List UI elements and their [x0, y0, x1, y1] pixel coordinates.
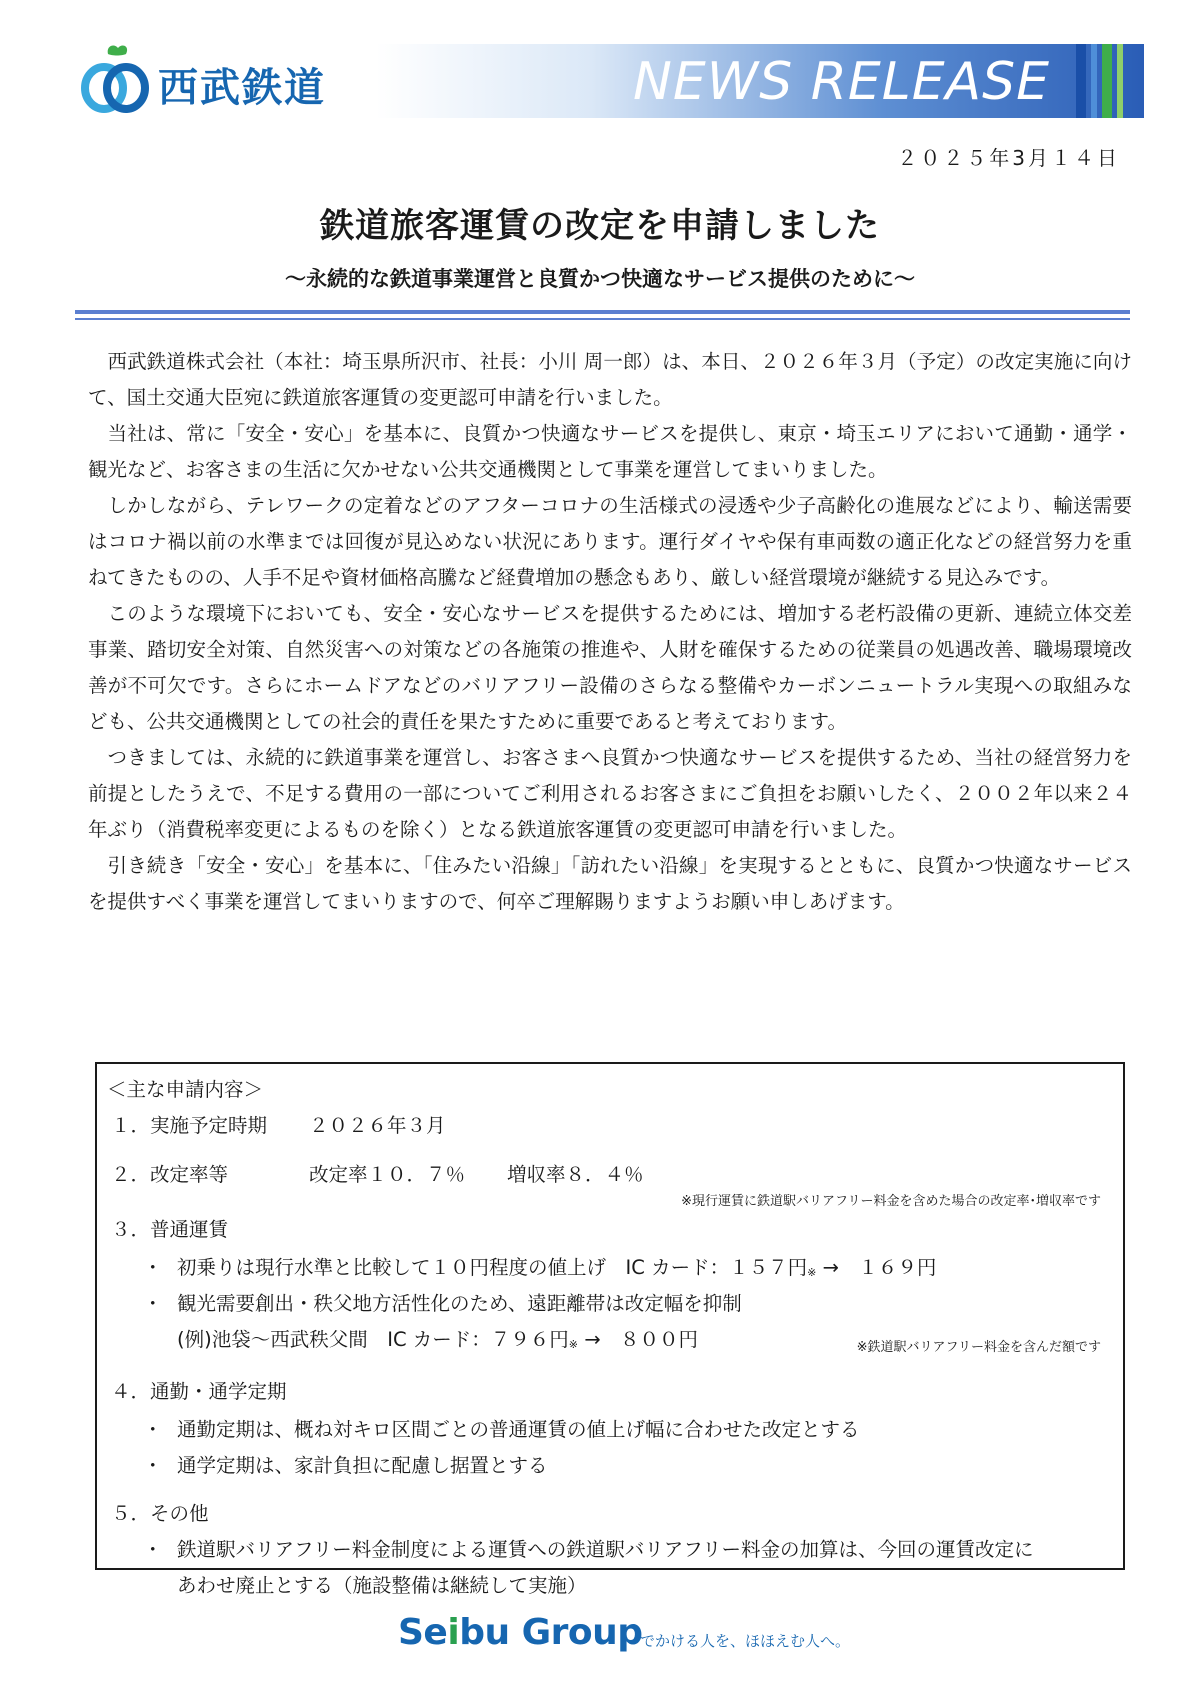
- item3-bullet1-text: 初乗りは現行水準と比較して１０円程度の値上げ IC カード：１５７円: [177, 1256, 808, 1279]
- banner-stripe-blue-2: [1091, 44, 1097, 118]
- bullet-mark: ・: [143, 1292, 163, 1315]
- item3-note: ※鉄道駅バリアフリー料金を含んだ額です: [856, 1340, 1101, 1355]
- body-paragraph: つきましては、永続的に鉄道事業を運営し、お客さまへ良質かつ快適なサービスを提供するため、当社の経営努力を前提としたうえで、不足する費用の一部についてご利用されるお客さまにご負担をお願いしたく、２００２年以来２４年ぶり（消費税率変更によるものを除く）となる鉄道旅客運賃の変更認可申請を行いました。: [88, 746, 1132, 841]
- summary-box: [95, 1062, 1125, 1597]
- bullet-mark: ・: [143, 1418, 163, 1441]
- group-tagline: でかける人を、ほほえむ人へ。: [640, 1632, 851, 1650]
- item2-rate: 改定率１０．７％: [309, 1163, 466, 1186]
- banner-stripe-green-2: [1117, 44, 1123, 118]
- seibu-railway-logo: [78, 44, 358, 116]
- bullet-mark: ・: [143, 1538, 163, 1561]
- item4-label: ４．通勤・通学定期: [111, 1380, 287, 1403]
- item4-bullet1: 通勤定期は、概ね対キロ区間ごとの普通運賃の値上げ幅に合わせた改定とする: [177, 1418, 860, 1441]
- body-paragraph: 引き続き「安全・安心」を基本に、「住みたい沿線」「訪れたい沿線」を実現するとともに、良質かつ快適なサービスを提供すべく事業を運営してまいりますので、何卒ご理解賜りますようお願い申しあげます。: [88, 854, 1132, 913]
- header: [78, 42, 1130, 120]
- item3-example-after: → ８００円: [584, 1328, 699, 1351]
- item3-bullet2: 観光需要創出・秩父地方活性化のため、遠距離帯は改定幅を抑制: [177, 1292, 742, 1315]
- page-title: 鉄道旅客運賃の改定を申請しました: [320, 206, 880, 246]
- body-paragraph: しかしながら、テレワークの定着などのアフターコロナの生活様式の浸透や少子高齢化の進展などにより、輸送需要はコロナ禍以前の水準までは回復が見込めない状況にあります。運行ダイヤや保有車両数の適正化などの経営努力を重ねてきたものの、人手不足や資材価格高騰など経費増加の懸念もあり、厳しい経営環境が継続する見込みです。: [88, 494, 1132, 589]
- body-paragraph: 当社は、常に「安全・安心」を基本に、良質かつ快適なサービスを提供し、東京・埼玉エリアにおいて通勤・通学・観光など、お客さまの生活に欠かせない公共交通機関として事業を運営してまいりました。: [88, 422, 1132, 481]
- item3-bullet1-after: → １６９円: [822, 1256, 937, 1279]
- item1-value: ２０２６年３月: [309, 1114, 446, 1137]
- item3-example: [177, 1324, 698, 1352]
- page-subtitle: ～永続的な鉄道事業運営と良質かつ快適なサービス提供のために～: [285, 267, 915, 291]
- item3-bullet1: [177, 1252, 936, 1280]
- banner-stripe-green-1: [1102, 44, 1112, 118]
- seibu-logo-icon: [78, 44, 154, 116]
- item2-label: ２．改定率等: [111, 1163, 229, 1186]
- item3-label: ３．普通運賃: [111, 1218, 229, 1241]
- item5-bullet1-line2: あわせ廃止とする（施設整備は継続して実施）: [177, 1574, 587, 1597]
- seibu-group-logo: Seibu Group: [398, 1612, 643, 1653]
- item3-example-text: (例)池袋～西武秩父間 IC カード：７９６円: [177, 1328, 569, 1351]
- item5-label: ５．その他: [111, 1502, 209, 1525]
- item5-bullet1-line1: 鉄道駅バリアフリー料金制度による運賃への鉄道駅バリアフリー料金の加算は、今回の運賃改定に: [177, 1538, 1034, 1561]
- bullet-mark: ・: [143, 1256, 163, 1279]
- news-release-banner: [376, 44, 1144, 118]
- body-paragraph: このような環境下においても、安全・安心なサービスを提供するためには、増加する老朽設備の更新、連続立体交差事業、踏切安全対策、自然災害への対策などの各施策の推進や、人財を確保するための従業員の処遇改善、職場環境改善が不可欠です。さらにホームドアなどのバリアフリー設備のさらなる整備やカーボンニュートラル実現への取組みなども、公共交通機関としての社会的責任を果たすために重要であると考えております。: [88, 602, 1132, 733]
- body-text: [88, 344, 1132, 920]
- company-logo-text: 西武鉄道: [158, 65, 326, 111]
- summary-heading: ＜主な申請内容＞: [107, 1078, 264, 1101]
- body-paragraph: 西武鉄道株式会社（本社：埼玉県所沢市、社長：小川 周一郎）は、本日、２０２６年３月（予定）の改定実施に向けて、国土交通大臣宛に鉄道旅客運賃の変更認可申請を行いました。: [88, 350, 1132, 409]
- bullet-mark: ・: [143, 1454, 163, 1477]
- title-divider-thin: [75, 318, 1130, 320]
- item2-note: ※現行運賃に鉄道駅バリアフリー料金を含めた場合の改定率･増収率です: [681, 1194, 1101, 1209]
- news-release-label: NEWS RELEASE: [633, 52, 1050, 112]
- release-date: ２０２５年3月１４日: [897, 146, 1120, 170]
- item4-bullet2: 通学定期は、家計負担に配慮し据置とする: [177, 1454, 548, 1477]
- banner-stripe-blue-1: [1076, 44, 1086, 118]
- title-divider-thick: [75, 310, 1130, 314]
- note-mark: ※: [807, 1266, 817, 1279]
- note-mark: ※: [568, 1338, 578, 1351]
- item1-label: １．実施予定時期: [111, 1114, 268, 1137]
- item2-revenue: 増収率８．４％: [507, 1163, 644, 1186]
